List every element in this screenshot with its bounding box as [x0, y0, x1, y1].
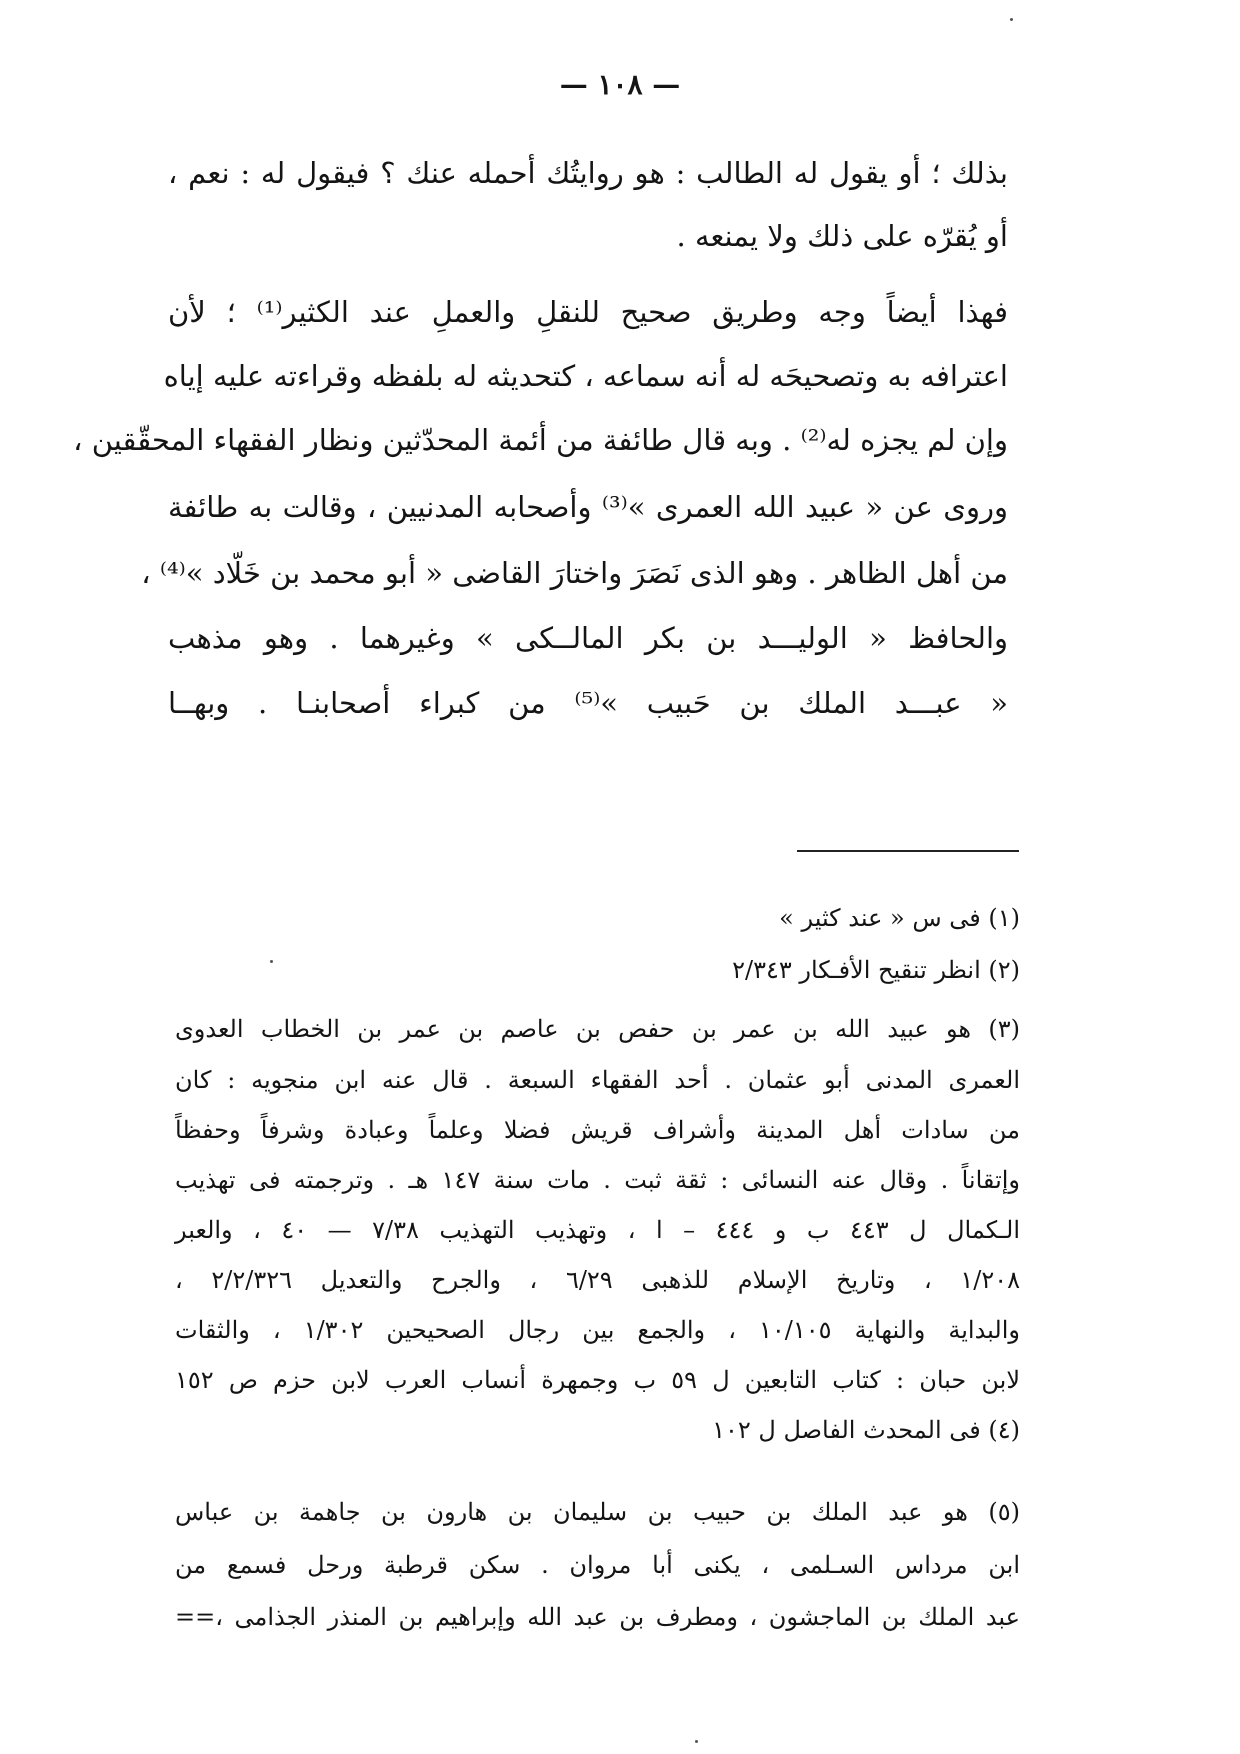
- scan-speck: [270, 960, 273, 963]
- footnote-3-line-5: الـكمال ل ٤٤٣ ب و ٤٤٤ – ا ، وتهذيب التهذيب ٧/٣٨ — ٤٠ ، والعبر: [175, 1216, 1020, 1244]
- footnote-5-line-1: (٥) هو عبد الملك بن حبيب بن سليمان بن هارون بن جاهمة بن عباس: [175, 1498, 1021, 1526]
- footnote-5-line-2: ابن مرداس السـلمى ، يكنى أبا مروان . سكن قرطبة ورحل فسمع من: [175, 1551, 1020, 1579]
- footnote-separator: [797, 850, 1019, 852]
- main-text-line-6: وروى عن « عبيد الله العمرى »⁽³⁾ وأصحابه المدنيين ، وقالت به طائفة: [168, 490, 1008, 524]
- footnote-3-line-6: ١/٢٠٨ ، وتاريخ الإسلام للذهبى ٦/٢٩ ، والجرح والتعديل ٢/٢/٣٢٦ ،: [175, 1266, 1021, 1294]
- footnote-2: (٢) انظر تنقيح الأفـكار ٢/٣٤٣: [732, 956, 1020, 984]
- main-text-line-5: وإن لم يجزه له⁽²⁾ . وبه قال طائفة من أئمة المحدّثين ونظار الفقهاء المحقّقين ،: [73, 423, 1008, 457]
- main-text-line-2: أو يُقرّه على ذلك ولا يمنعه .: [676, 219, 1008, 253]
- scan-speck: [695, 1740, 698, 1743]
- footnote-3-line-3: من سادات أهل المدينة وأشراف قريش فضلا وعلماً وعبادة وشرفاً وحفظاً: [175, 1116, 1020, 1144]
- footnote-1: (١) فى س « عند كثير »: [779, 904, 1020, 932]
- footnote-5-line-3: عبد الملك بن الماجشون ، ومطرف بن عبد الله وإبراهيم بن المنذر الجذامى ،==: [175, 1603, 1020, 1631]
- main-text-line-9: « عبـــد الملك بن حَبيب »⁽⁵⁾ من كبراء أصحابنـا . وبهــا: [168, 686, 1008, 720]
- main-text-line-3: فهذا أيضاً وجه وطريق صحيح للنقلِ والعملِ عند الكثير⁽¹⁾ ؛ لأن: [168, 295, 1008, 329]
- main-text-line-7: من أهل الظاهر . وهو الذى نَصَرَ واختارَ القاضى « أبو محمد بن خَلّاد »⁽⁴⁾ ،: [141, 556, 1008, 590]
- footnote-4: (٤) فى المحدث الفاصل ل ١٠٢: [712, 1416, 1020, 1444]
- main-text-line-8: والحافظ « الوليـــد بن بكر المالــكى » وغيرهما . وهو مذهب: [168, 621, 1008, 655]
- main-text-line-1: بذلك ؛ أو يقول له الطالب : هو روايتُك أحمله عنك ؟ فيقول له : نعم ،: [168, 156, 1008, 190]
- page-number: — ١٠٨ —: [559, 68, 681, 101]
- footnote-3-line-7: والبداية والنهاية ١٠/١٠٥ ، والجمع بين رجال الصحيحين ١/٣٠٢ ، والثقات: [175, 1316, 1020, 1344]
- footnote-3-line-8: لابن حبان : كتاب التابعين ل ٥٩ ب وجمهرة أنساب العرب لابن حزم ص ١٥٢: [175, 1366, 1021, 1394]
- footnote-3-line-4: وإتقاناً . وقال عنه النسائى : ثقة ثبت . مات سنة ١٤٧ هـ . وترجمته فى تهذيب: [175, 1166, 1021, 1194]
- main-text-line-4: اعترافه به وتصحيحَه له أنه سماعه ، كتحديثه له بلفظه وقراءته عليه إياه: [163, 359, 1008, 393]
- footnote-3-line-1: (٣) هو عبيد الله بن عمر بن حفص بن عاصم بن عمر بن الخطاب العدوى: [175, 1015, 1020, 1043]
- footnote-3-line-2: العمرى المدنى أبو عثمان . أحد الفقهاء السبعة . قال عنه ابن منجويه : كان: [175, 1066, 1020, 1094]
- scan-speck: [1010, 18, 1013, 21]
